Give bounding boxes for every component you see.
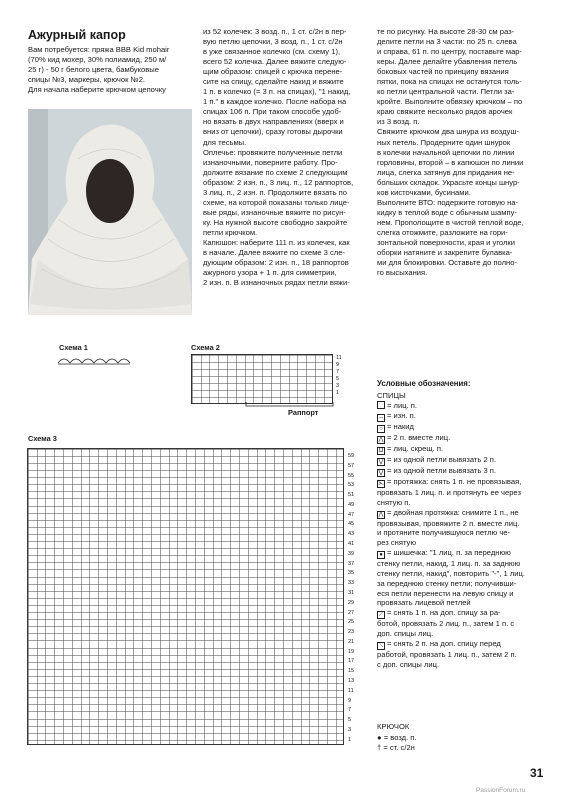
text-line: Выполните ВТО: подержите готовую на- — [377, 197, 519, 207]
legend-item — [377, 548, 553, 559]
text-line: должите вязание по схеме 2 следующим — [203, 167, 348, 177]
text-line: для тесьмы. — [203, 137, 247, 147]
hood-photo — [28, 109, 192, 315]
row-number: 23 — [348, 629, 355, 636]
row-number: 1 — [348, 736, 352, 743]
text-line: спицы №3, маркеры, крючок №2. — [28, 75, 146, 85]
row-number: 43 — [348, 531, 355, 538]
text-line: образом: 2 изн. п., 3 лиц. п., 12 раппортов, — [203, 177, 354, 187]
legend-text: = 2 п. вместе лиц. — [387, 432, 451, 442]
legend-item — [377, 650, 553, 660]
row-number: 21 — [348, 638, 355, 645]
legend-item — [377, 519, 553, 529]
legend-text: провязать лицевой петлей — [377, 598, 471, 608]
row-number: 5 — [348, 717, 352, 724]
legend-text: = лиц. скрещ. п. — [387, 443, 444, 453]
row-number: 55 — [348, 472, 355, 479]
text-line: го высыхания. — [377, 268, 428, 278]
text-line: 1 п." в каждое колечко. После набора на — [203, 97, 347, 107]
legend-item — [377, 422, 553, 433]
legend-symbol-icon: ⋋ — [378, 480, 384, 487]
text-line: ков кисточками, бусинами. — [377, 187, 471, 197]
rapport-label: Раппорт — [288, 408, 319, 417]
legend-symbol-icon: ⋀ — [378, 436, 384, 443]
legend-text: снятую п. — [377, 497, 411, 507]
text-line: делите петли на 3 части: по 25 п. слева — [377, 37, 517, 47]
legend-symbol-icon: ⟍ — [378, 642, 384, 649]
legend-text: = лиц. п. — [387, 401, 418, 410]
row-number: 1 — [336, 390, 340, 397]
legend-item — [377, 401, 553, 411]
text-line: всего 52 колечка. Далее вяжите следую- — [203, 57, 347, 67]
text-line: вые ряды, изнаночные вяжите по рисун- — [203, 207, 346, 217]
text-line: 2 изн. п. В изнаночных рядах петли вяжи- — [203, 278, 350, 288]
row-number: 15 — [348, 668, 355, 675]
row-number: 59 — [348, 453, 355, 459]
text-line: ми для блокировки. Оставьте до полно- — [377, 258, 517, 268]
hook-symbol-icon: † — [377, 742, 384, 752]
legend-item — [377, 598, 553, 608]
hook-legend-item — [377, 743, 527, 753]
scheme2-label: Схема 2 — [191, 343, 220, 352]
legend-symbol-icon: ⋁ — [378, 469, 384, 476]
text-line: больших складок. Украсьте концы шнур- — [377, 177, 520, 187]
row-number: 47 — [348, 511, 355, 518]
row-number: 9 — [348, 697, 352, 704]
row-number: 7 — [336, 369, 340, 376]
watermark: PassionForum.ru — [476, 787, 526, 794]
legend-text: = из одной петли вывязать 2 п. — [387, 454, 497, 464]
row-number: 53 — [348, 482, 355, 489]
text-line: петли крючком. — [203, 227, 258, 237]
scheme3-chart — [27, 448, 344, 745]
text-line: керы. Далее делайте убавления петель — [377, 57, 518, 67]
legend-text: рез снятую — [377, 538, 417, 548]
row-number: 57 — [348, 462, 355, 469]
text-line: (70% кид мохер, 30% полиамид, 250 м/ — [28, 55, 167, 65]
legend-needles-title: СПИЦЫ — [377, 391, 406, 400]
legend-item — [377, 444, 553, 455]
text-line: лица, слегка затянув для придания не- — [377, 167, 515, 177]
row-number: 13 — [348, 677, 355, 684]
text-line: в начале. Далее вяжите по схеме 3 сле- — [203, 248, 345, 258]
text-line: те по рисунку. На высоте 28-30 см раз- — [377, 27, 515, 36]
text-line: Капюшон: наберите 111 п. из колечек, как — [203, 237, 350, 247]
text-line: в уже связанное колечко (см. схему 1), — [203, 47, 341, 57]
legend-item — [377, 589, 553, 599]
legend-text: = накид — [387, 421, 414, 431]
row-number: 11 — [348, 687, 354, 694]
text-line: Для начала наберите крючком цепочку — [28, 85, 166, 95]
text-line: Оплечье: провяжите полученные петли — [203, 147, 343, 157]
legend-text: стенку петли, накид", повторить "-", 1 лиц. — [377, 568, 525, 578]
legend-item — [377, 579, 553, 589]
legend-item — [377, 629, 553, 639]
legend-symbol-icon: – — [377, 414, 385, 422]
scheme1-label: Схема 1 — [59, 343, 88, 352]
legend-symbol-icon — [377, 401, 385, 409]
legend-text: доп. спицы лиц. — [377, 629, 434, 639]
legend-text: с доп. спицы лиц. — [377, 659, 440, 669]
legend-text: = снять 2 п. на доп. спицу перед — [387, 638, 501, 648]
scheme1-chart — [56, 354, 132, 366]
text-line: спицах 106 п. При таком способе удоб- — [203, 107, 342, 117]
legend-text: провязать 1 лиц. п. и протянуть ее через — [377, 487, 521, 497]
text-line: ко петли центральной части. Петли за- — [377, 87, 515, 97]
legend-text: = возд. п. — [383, 733, 417, 742]
text-line: из 52 колечек: 3 возд. п., 1 ст. с/2н в пер- — [203, 27, 347, 36]
row-number: 17 — [348, 658, 355, 665]
legend-symbol-icon: Ω — [378, 447, 384, 454]
legend-title: Условные обозначения: — [377, 379, 471, 388]
text-line: вую петлю цепочки, 3 возд. п., 1 ст. с/2н — [203, 37, 343, 47]
row-number: 33 — [348, 580, 355, 587]
legend-item — [377, 488, 553, 498]
text-line: ажурного узора + 1 п. для симметрии, — [203, 268, 337, 278]
text-line: горловины, второй – в капюшон по линии — [377, 157, 524, 167]
hook-symbol-icon: ● — [377, 733, 384, 742]
scheme3-label: Схема 3 — [28, 434, 57, 443]
text-line: кройте. Выполните обвязку крючком – по — [377, 97, 523, 107]
row-number: 51 — [348, 492, 355, 499]
page-title: Ажурный капор — [28, 28, 126, 42]
instructions-text — [203, 27, 370, 288]
legend-symbol-icon: ⋁ — [378, 458, 384, 465]
legend-item — [377, 455, 553, 466]
row-number: 31 — [348, 589, 355, 596]
legend-text: = ст. с/2н — [383, 742, 415, 752]
text-line: Свяжите крючком два шнура из воздуш- — [377, 127, 519, 137]
row-number: 7 — [348, 707, 352, 714]
legend-text: за переднюю стенку петли; получивши- — [377, 578, 517, 588]
row-number: 45 — [348, 521, 355, 528]
scheme2-row-numbers — [336, 355, 346, 398]
legend-text: = протяжка: снять 1 п. не провязывая, — [387, 476, 522, 486]
legend-hook-title: КРЮЧОК — [377, 722, 410, 731]
text-line: и справа, 61 п. по центру, поставьте мар- — [377, 47, 523, 57]
legend-item — [377, 619, 553, 629]
text-line: вниз от цепочки), сразу готовы дырочки — [203, 127, 343, 137]
row-number: 35 — [348, 570, 355, 577]
page-number: 31 — [530, 766, 544, 780]
legend-symbol-icon: ⋀ — [378, 511, 384, 518]
row-number: 49 — [348, 501, 355, 508]
scheme2-chart — [191, 354, 333, 404]
legend-item — [377, 477, 553, 488]
row-number: 5 — [336, 376, 340, 383]
row-number: 9 — [336, 362, 340, 369]
text-line: 3 лиц. п., 2 изн. п. Продолжите вязать по — [203, 187, 347, 197]
text-line: схеме, на которой показаны только лице- — [203, 197, 350, 207]
row-number: 11 — [336, 355, 342, 361]
row-number: 41 — [348, 541, 355, 548]
row-number: 37 — [348, 560, 355, 567]
text-line: изнаночными, поверните работу. Про- — [203, 157, 338, 167]
text-line: пятки, пока на спицах не останутся толь- — [377, 77, 522, 87]
row-number: 3 — [348, 726, 352, 733]
row-number: 27 — [348, 609, 355, 616]
text-line: боковых частей по принципу вязания — [377, 67, 509, 77]
legend-symbol-icon: ○ — [377, 425, 385, 433]
text-line: но вязать в двух направлениях (вверх и — [203, 117, 344, 127]
text-line: зонтальной поверхности, края и уголки — [377, 237, 515, 247]
legend-text: = снять 1 п. на доп. спицу за ра- — [387, 608, 501, 618]
legend-item — [377, 608, 553, 619]
text-line: щим образом: спицей с крючка перене- — [203, 67, 343, 77]
legend-item — [377, 569, 553, 579]
legend-text: еся петли перенести на левую спицу и — [377, 588, 514, 598]
legend-text: провязывая, провяжите 2 п. вместе лиц. — [377, 518, 520, 528]
text-line: ных петель. Продерните один шнурок — [377, 137, 511, 147]
legend-text: и протяните получившуюся петлю че- — [377, 528, 511, 538]
text-line: оборки натяните и закрепите булавка- — [377, 248, 513, 258]
legend-symbol-icon: ⟋ — [378, 612, 384, 619]
row-number: 39 — [348, 550, 355, 557]
legend-text: = изн. п. — [387, 410, 416, 420]
text-line: слегка отожмите, разложите на гори- — [377, 227, 508, 237]
text-line: из 3 возд. п. — [377, 117, 420, 127]
legend-hook-list — [377, 733, 527, 753]
legend-item — [377, 411, 553, 422]
scheme3-row-numbers — [348, 452, 360, 745]
legend-item — [377, 538, 553, 548]
row-number: 29 — [348, 599, 355, 606]
materials-text — [28, 45, 193, 95]
legend-item — [377, 528, 553, 538]
legend-item — [377, 639, 553, 650]
legend-item — [377, 498, 553, 508]
legend-text: работой, провязать 1 лиц. п., затем 2 п. — [377, 649, 517, 659]
legend-symbol-icon: ● — [377, 551, 385, 559]
legend-text: = шишечка: "1 лиц. п. за переднюю — [387, 548, 511, 558]
legend-text: стенку петли, накид, 1 лиц. п. за заднюю — [377, 559, 521, 569]
text-line: Вам потребуется: пряжа BBB Kid mohair — [28, 45, 170, 54]
row-number: 19 — [348, 648, 355, 655]
text-line: 25 г) - 50 г белого цвета, бамбуковые — [28, 65, 159, 75]
legend-item — [377, 508, 553, 519]
text-line: ку. На нужной высоте свободно закройте — [203, 217, 348, 227]
text-line: в колечки начальной цепочки по линии — [377, 147, 515, 157]
legend-text: = двойная протяжка: снимите 1 п., не — [387, 507, 519, 517]
legend-list — [377, 401, 553, 670]
legend-item — [377, 559, 553, 569]
legend-item — [377, 466, 553, 477]
legend-text: = из одной петли вывязать 3 п. — [387, 465, 497, 475]
row-number: 25 — [348, 619, 355, 626]
text-line: нем. Прополощите в чистой теплой воде, — [377, 217, 524, 227]
legend-item — [377, 433, 553, 444]
legend-text: ботой, провязать 2 лиц. п., затем 1 п. с — [377, 619, 515, 629]
row-number: 3 — [336, 383, 340, 390]
hook-legend-item — [377, 733, 527, 743]
text-line: краю свяжите несколько рядов арочек — [377, 107, 513, 117]
text-line: сите на спицу, сделайте накид и вяжите — [203, 77, 344, 87]
text-line: дующим образом: 2 изн. п., 18 раппортов — [203, 258, 349, 268]
legend-item — [377, 660, 553, 670]
text-line: кидку в теплой воде с обычным шампу- — [377, 207, 517, 217]
instructions-text-continued — [377, 27, 547, 278]
text-line: 1 п. в колечко (= 3 п. на спицах), "1 накид, — [203, 87, 351, 97]
